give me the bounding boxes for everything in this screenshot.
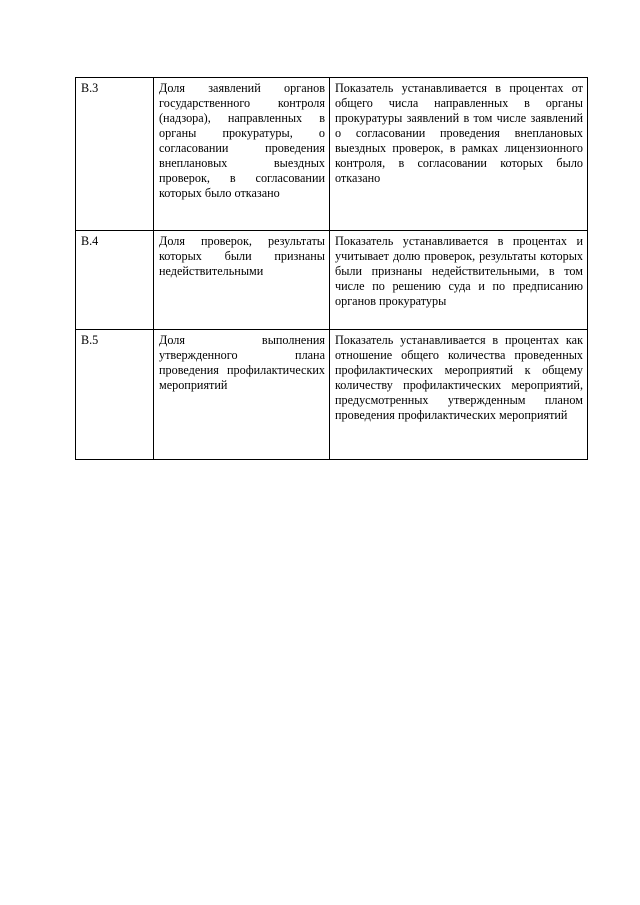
indicator-description: Показатель устанавливается в процентах от общего числа направленных в органы прокуратуры заявлений в том числе заявлений о согласовании проведения внеплановых выездных проверок, в рамках лицензионного контроля, в согласовании которых было отказано [330,78,588,231]
indicator-code: В.3 [76,78,154,231]
indicator-code: В.4 [76,231,154,330]
indicators-table [75,77,588,460]
indicator-description: Показатель устанавливается в процентах и учитывает долю проверок, результаты которых были признаны недействительными, в том числе по решению суда и по предписанию органов прокуратуры [330,231,588,330]
table-row [76,231,588,330]
table-row [76,78,588,231]
table-row [76,330,588,460]
indicator-code: В.5 [76,330,154,460]
indicator-name: Доля выполнения утвержденного плана проведения профилактических мероприятий [154,330,330,460]
indicator-name: Доля проверок, результаты которых были признаны недействительными [154,231,330,330]
indicator-description: Показатель устанавливается в процентах как отношение общего количества проведенных профилактических мероприятий к общему количеству профилактических мероприятий, предусмотренных утвержденным планом проведения профилактических мероприятий [330,330,588,460]
indicator-name: Доля заявлений органов государственного контроля (надзора), направленных в органы прокуратуры, о согласовании проведения внеплановых выездных проверок, в согласовании которых было отказано [154,78,330,231]
